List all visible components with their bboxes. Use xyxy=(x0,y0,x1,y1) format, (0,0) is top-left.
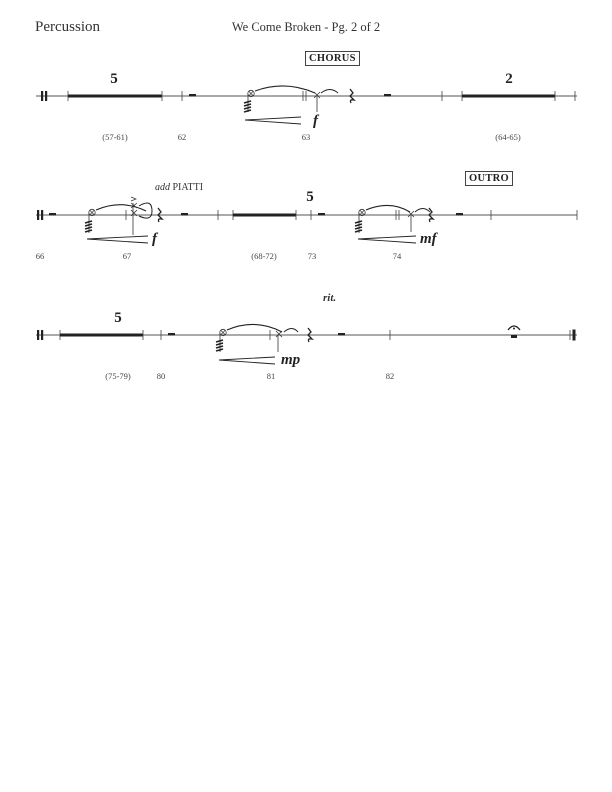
system-start-bar-icon xyxy=(37,330,39,340)
let-ring-icon xyxy=(284,329,298,333)
measure-number: 63 xyxy=(301,132,311,142)
measure-range: (64-65) xyxy=(495,132,521,142)
multirest-count: 5 xyxy=(110,71,118,87)
rehearsal-mark-outro: OUTRO xyxy=(465,171,513,186)
dynamic-marking: f xyxy=(313,113,318,129)
measure-number: 82 xyxy=(385,371,395,381)
measure-number: 67 xyxy=(122,251,132,261)
whole-rest-icon xyxy=(511,335,517,338)
tempo-marking: rit. xyxy=(323,292,337,304)
measure-number: 66 xyxy=(35,251,45,261)
expression-instrument: PIATTI xyxy=(172,182,204,193)
measure-range: (68-72) xyxy=(251,251,277,261)
multirest-count: 2 xyxy=(505,71,513,87)
measure-number: 81 xyxy=(266,371,276,381)
measure-range: (57-61) xyxy=(102,132,128,142)
measure-number: 62 xyxy=(177,132,187,142)
page-title: We Come Broken - Pg. 2 of 2 xyxy=(231,20,381,34)
part-name: Percussion xyxy=(35,19,100,35)
dynamic-marking: mf xyxy=(420,231,437,247)
multirest-bar-icon xyxy=(60,334,143,337)
multirest-count: 5 xyxy=(114,310,122,326)
measure-number: 74 xyxy=(392,251,402,261)
rehearsal-mark-chorus: CHORUS xyxy=(305,51,360,66)
whole-rest-icon xyxy=(168,333,175,336)
hairpin-icon xyxy=(219,357,275,364)
measure-number: 73 xyxy=(307,251,317,261)
tremolo-icon xyxy=(216,340,223,351)
dynamic-marking: f xyxy=(152,231,157,247)
half-rest-icon xyxy=(338,333,345,336)
dynamic-marking: mp xyxy=(281,352,301,368)
expression-italic: add xyxy=(155,182,170,193)
tie-icon xyxy=(227,324,282,332)
measure-number: 80 xyxy=(156,371,166,381)
measure-range: (75-79) xyxy=(105,371,131,381)
multirest-count: 5 xyxy=(306,189,314,205)
